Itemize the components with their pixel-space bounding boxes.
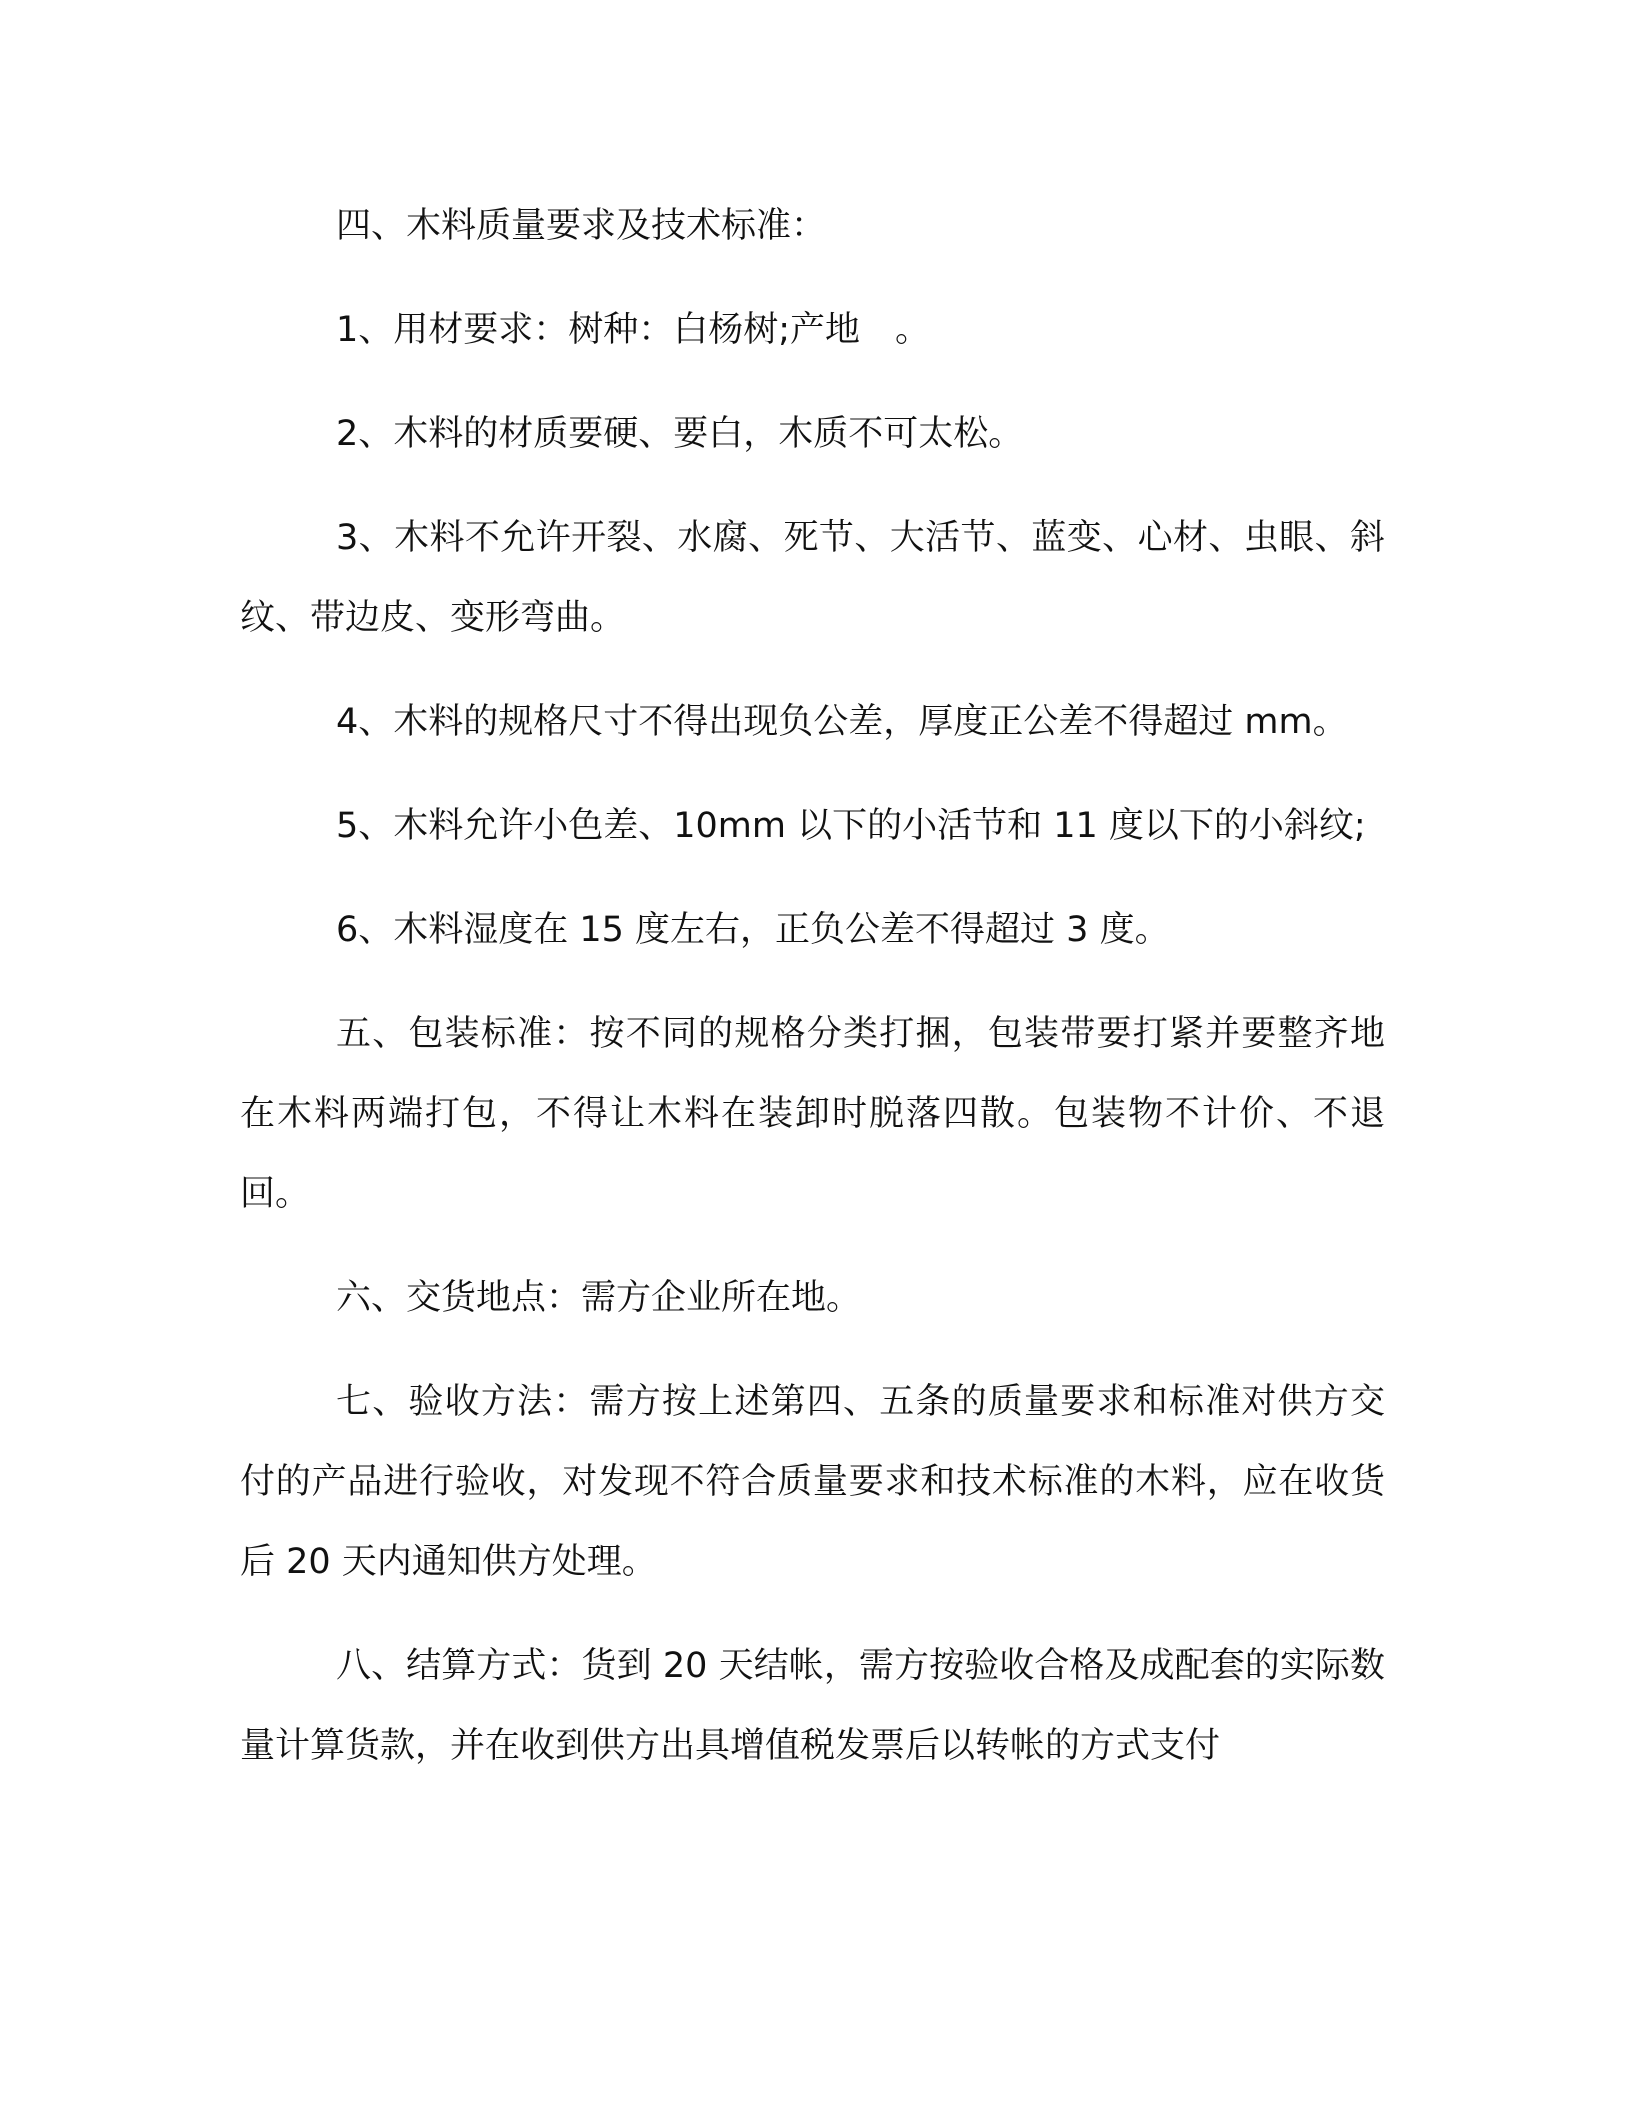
section-delivery: 六、交货地点：需方企业所在地。 bbox=[336, 1278, 862, 1318]
section-packaging: 五、包装标准：按不同的规格分类打捆，包装带要打紧并要整齐地在木料两端打包，不得让木料在装卸时脱落四散。包装物不计价、不退回。 bbox=[240, 1014, 1385, 1214]
clause-item-6: 6、木料湿度在 15 度左右，正负公差不得超过 3 度。 bbox=[336, 910, 1170, 950]
clause-item-3: 3、木料不允许开裂、水腐、死节、大活节、蓝变、心材、虫眼、斜纹、带边皮、变形弯曲。 bbox=[240, 518, 1385, 638]
clause-item-1: 1、用材要求：树种：白杨树;产地 。 bbox=[336, 310, 931, 350]
section-heading-quality: 四、木料质量要求及技术标准： bbox=[336, 206, 827, 246]
clause-item-4: 4、木料的规格尺寸不得出现负公差，厚度正公差不得超过 mm。 bbox=[336, 702, 1348, 742]
clause-item-2: 2、木料的材质要硬、要白，木质不可太松。 bbox=[336, 414, 1024, 454]
section-settlement: 八、结算方式：货到 20 天结帐，需方按验收合格及成配套的实际数量计算货款，并在收到供方出具增值税发票后以转帐的方式支付 bbox=[240, 1646, 1385, 1766]
clause-item-5: 5、木料允许小色差、10mm 以下的小活节和 11 度以下的小斜纹; bbox=[336, 806, 1366, 846]
section-acceptance: 七、验收方法：需方按上述第四、五条的质量要求和标准对供方交付的产品进行验收，对发现不符合质量要求和技术标准的木料，应在收货后 20 天内通知供方处理。 bbox=[240, 1382, 1385, 1582]
document-body bbox=[240, 186, 1385, 1786]
